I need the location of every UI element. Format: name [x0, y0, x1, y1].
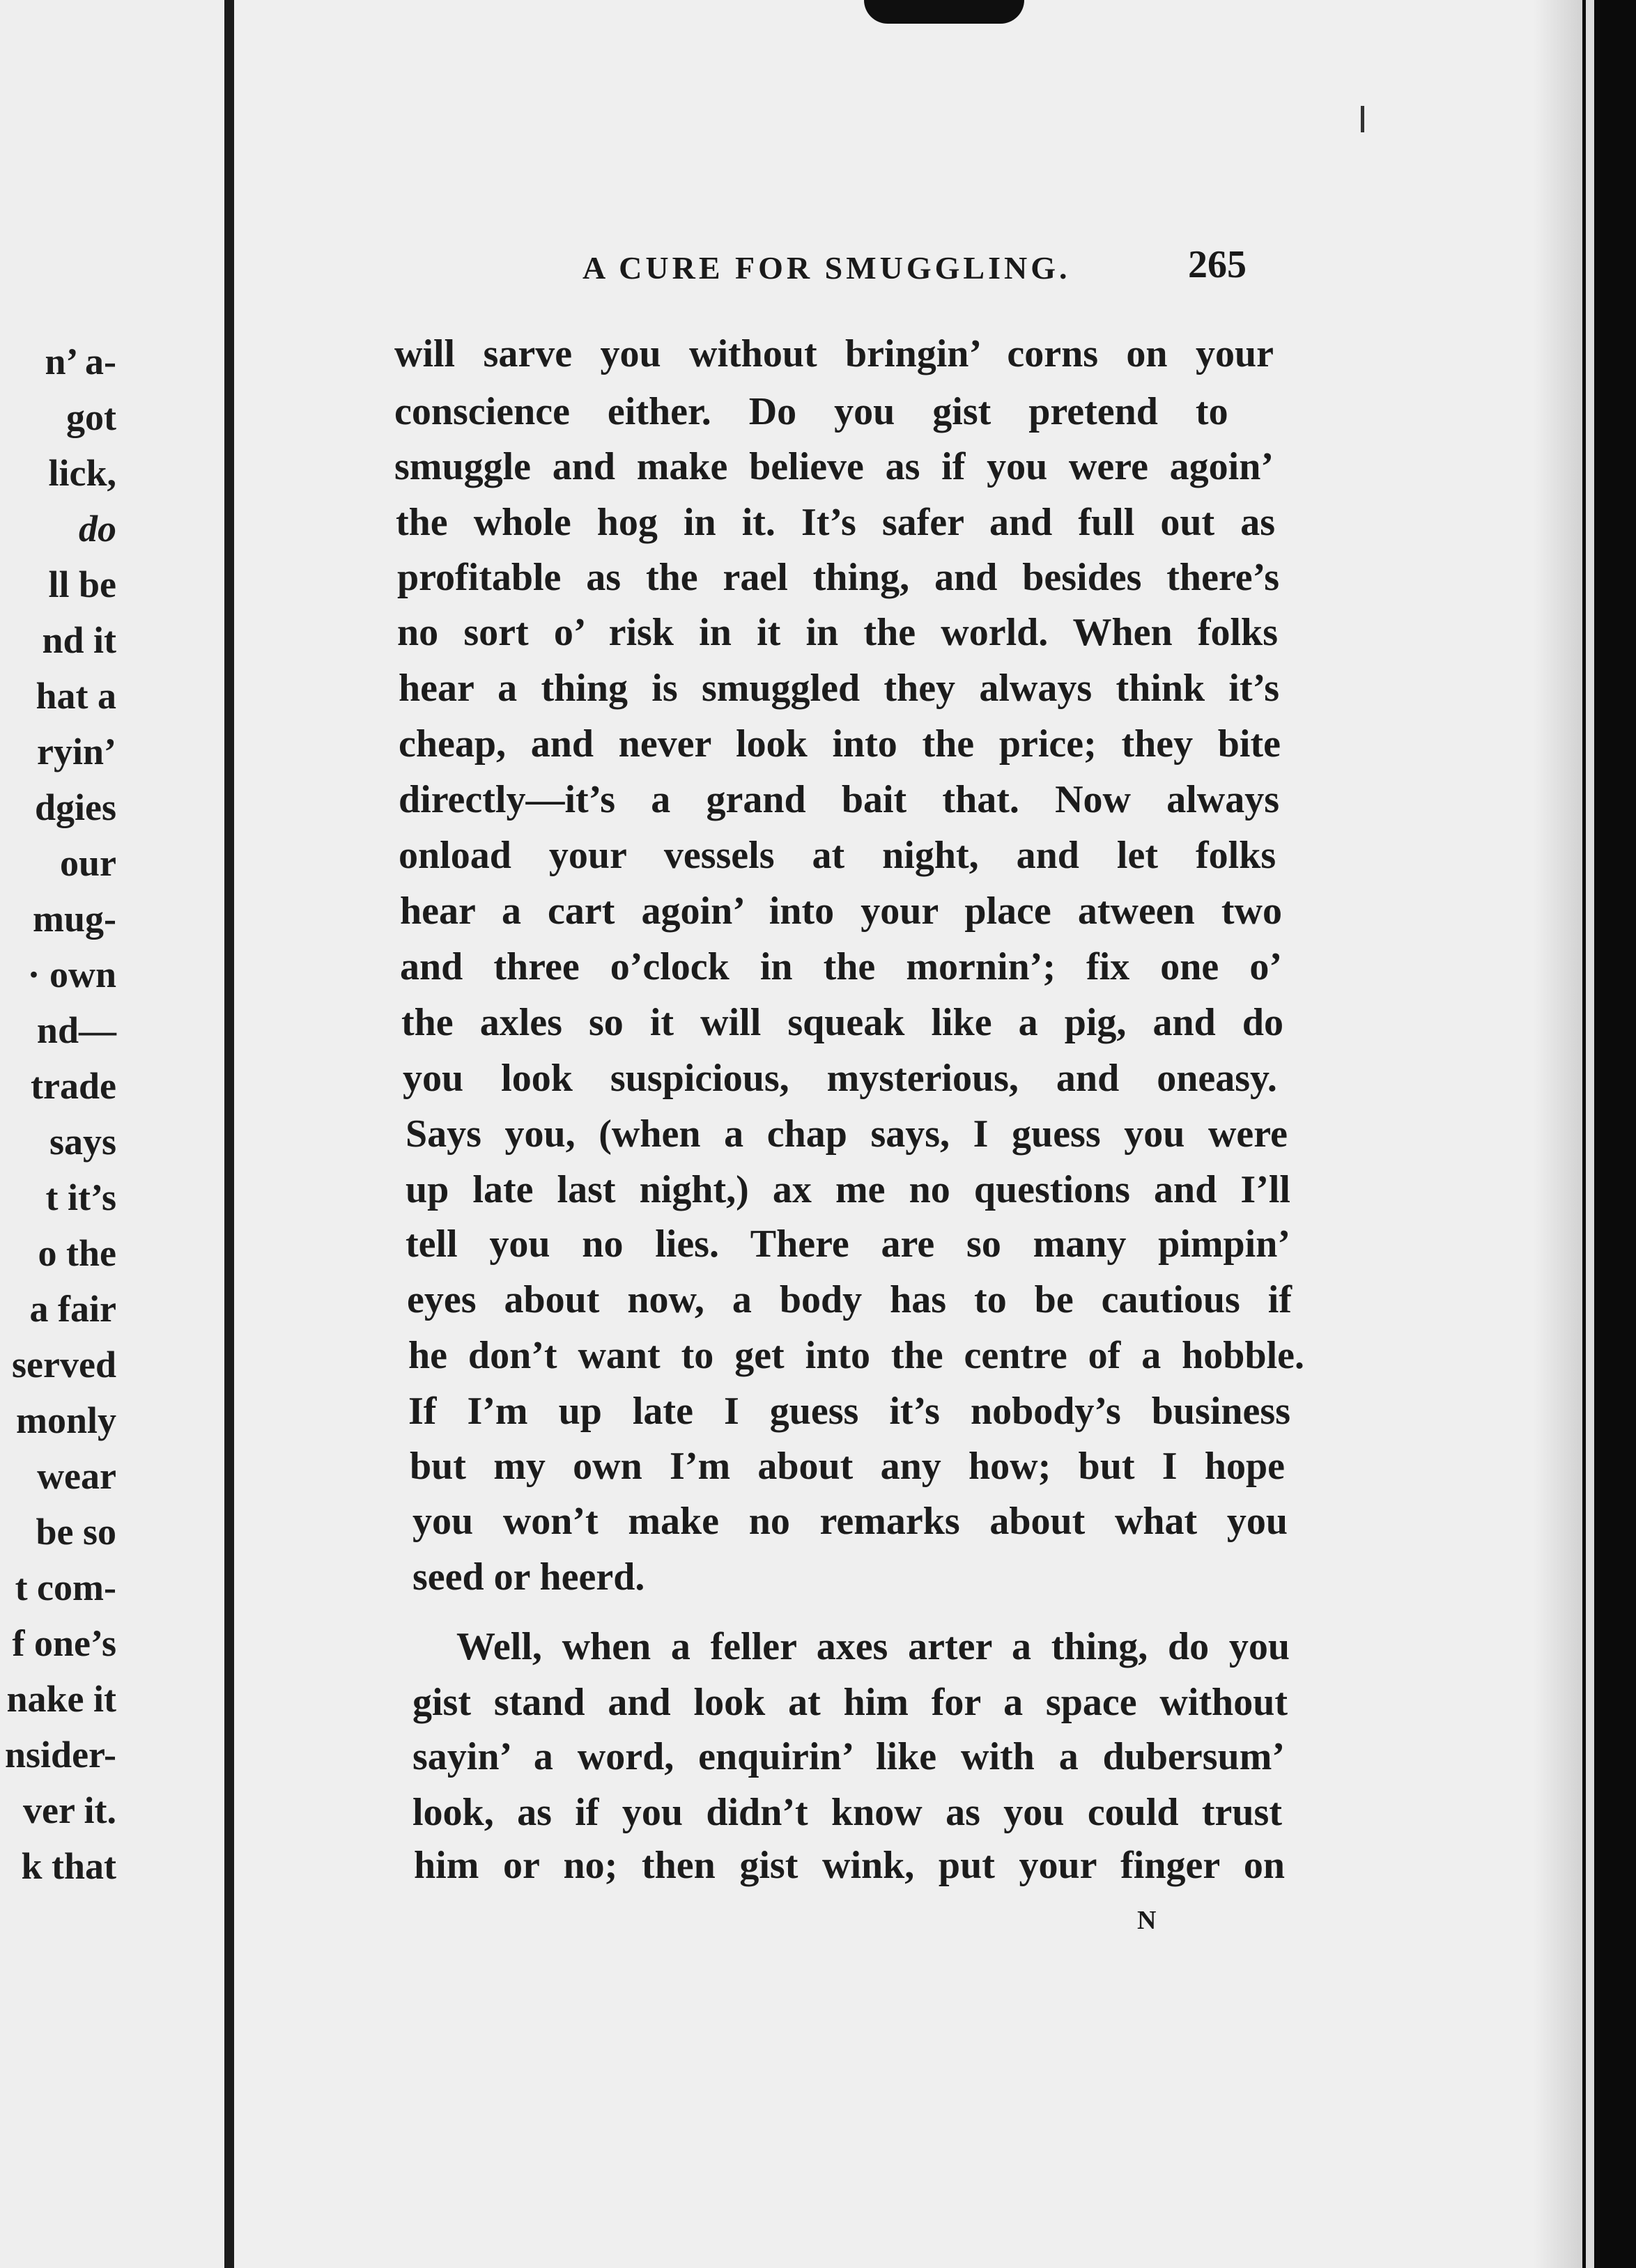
previous-page-line: t com-: [15, 1567, 116, 1608]
page-speck: [1361, 106, 1364, 132]
text-line: sayin’ a word, enquirin’ like with a dubersum’: [412, 1735, 1285, 1778]
previous-page-line: dgies: [34, 786, 116, 828]
previous-page-line: monly: [15, 1399, 116, 1441]
previous-page-line: a fair: [29, 1288, 116, 1330]
previous-page-line: nd—: [36, 1009, 116, 1051]
text-line: Well, when a feller axes arter a thing, do you: [456, 1625, 1290, 1668]
previous-page-line: lick,: [48, 452, 116, 494]
signature-mark: N: [1137, 1906, 1157, 1935]
text-line: eyes about now, a body has to be cautious if: [407, 1278, 1292, 1321]
previous-page-line: n’ a-: [45, 341, 116, 382]
text-line: no sort o’ risk in it in the world. When folks: [397, 611, 1278, 654]
previous-page-line: ver it.: [23, 1789, 116, 1831]
text-line: look, as if you didn’t know as you could trust: [412, 1791, 1282, 1834]
text-line: will sarve you without bringin’ corns on your: [394, 332, 1274, 375]
previous-page-line: o the: [38, 1232, 116, 1274]
text-line: seed or heerd.: [412, 1555, 645, 1599]
running-header: A CURE FOR SMUGGLING.: [582, 250, 1071, 286]
text-line: tell you no lies. There are so many pimpin’: [406, 1222, 1290, 1266]
previous-page-line: k that: [21, 1845, 116, 1887]
previous-page-line: our: [60, 842, 116, 884]
previous-page-line: · own: [27, 954, 116, 995]
text-line: profitable as the rael thing, and besides there’s: [397, 556, 1279, 599]
previous-page-line: t it’s: [45, 1176, 116, 1218]
previous-page-line: ryin’: [37, 731, 116, 772]
text-line: cheap, and never look into the price; they bite: [399, 722, 1281, 766]
text-line: up late last night,) ax me no questions and I’ll: [406, 1168, 1290, 1211]
previous-page-line: trade: [31, 1065, 116, 1107]
text-line: conscience either. Do you gist pretend to: [394, 390, 1228, 433]
gutter-shadow: [224, 0, 234, 2268]
text-line: you won’t make no remarks about what you: [412, 1500, 1288, 1543]
previous-page-line: do: [79, 508, 116, 550]
previous-page-line: mug-: [33, 898, 116, 940]
text-line: onload your vessels at night, and let folks: [399, 834, 1276, 877]
page-number: 265: [1188, 243, 1247, 286]
previous-page-line: says: [49, 1121, 116, 1163]
previous-page-fragment: [0, 0, 224, 2268]
previous-page-line: ll be: [48, 564, 116, 605]
previous-page-line: wear: [37, 1455, 116, 1497]
text-line: hear a cart agoin’ into your place atween two: [400, 890, 1282, 933]
previous-page-line: hat a: [36, 675, 116, 717]
text-line: him or no; then gist wink, put your finger on: [414, 1844, 1285, 1887]
text-line: you look suspicious, mysterious, and oneasy.: [403, 1057, 1277, 1100]
text-line: Says you, (when a chap says, I guess you were: [406, 1112, 1288, 1156]
text-line: he don’t want to get into the centre of a hobble.: [408, 1334, 1304, 1377]
previous-page-line: be so: [36, 1511, 116, 1553]
previous-page-line: f one’s: [12, 1622, 116, 1664]
previous-page-line: got: [66, 396, 116, 438]
text-line: the whole hog in it. It’s safer and full out as: [396, 501, 1275, 544]
previous-page-line: nsider-: [5, 1734, 116, 1776]
text-line: smuggle and make believe as if you were agoin’: [394, 445, 1274, 488]
previous-page-line: nake it: [6, 1678, 116, 1720]
text-line: the axles so it will squeak like a pig, and do: [401, 1001, 1283, 1044]
text-line: If I’m up late I guess it’s nobody’s business: [408, 1390, 1290, 1433]
previous-page-line: served: [12, 1344, 116, 1385]
text-line: gist stand and look at him for a space without: [412, 1681, 1288, 1724]
next-page-edge: [1586, 0, 1594, 2268]
text-line: hear a thing is smuggled they always think it’s: [399, 667, 1279, 710]
text-line: directly—it’s a grand bait that. Now always: [399, 778, 1279, 821]
previous-page-line: nd it: [42, 619, 116, 661]
binding-clip: [864, 0, 1024, 24]
text-line: and three o’clock in the mornin’; fix one o’: [400, 945, 1282, 988]
text-line: but my own I’m about any how; but I hope: [410, 1445, 1285, 1488]
page-edge-shade: [1534, 0, 1582, 2268]
